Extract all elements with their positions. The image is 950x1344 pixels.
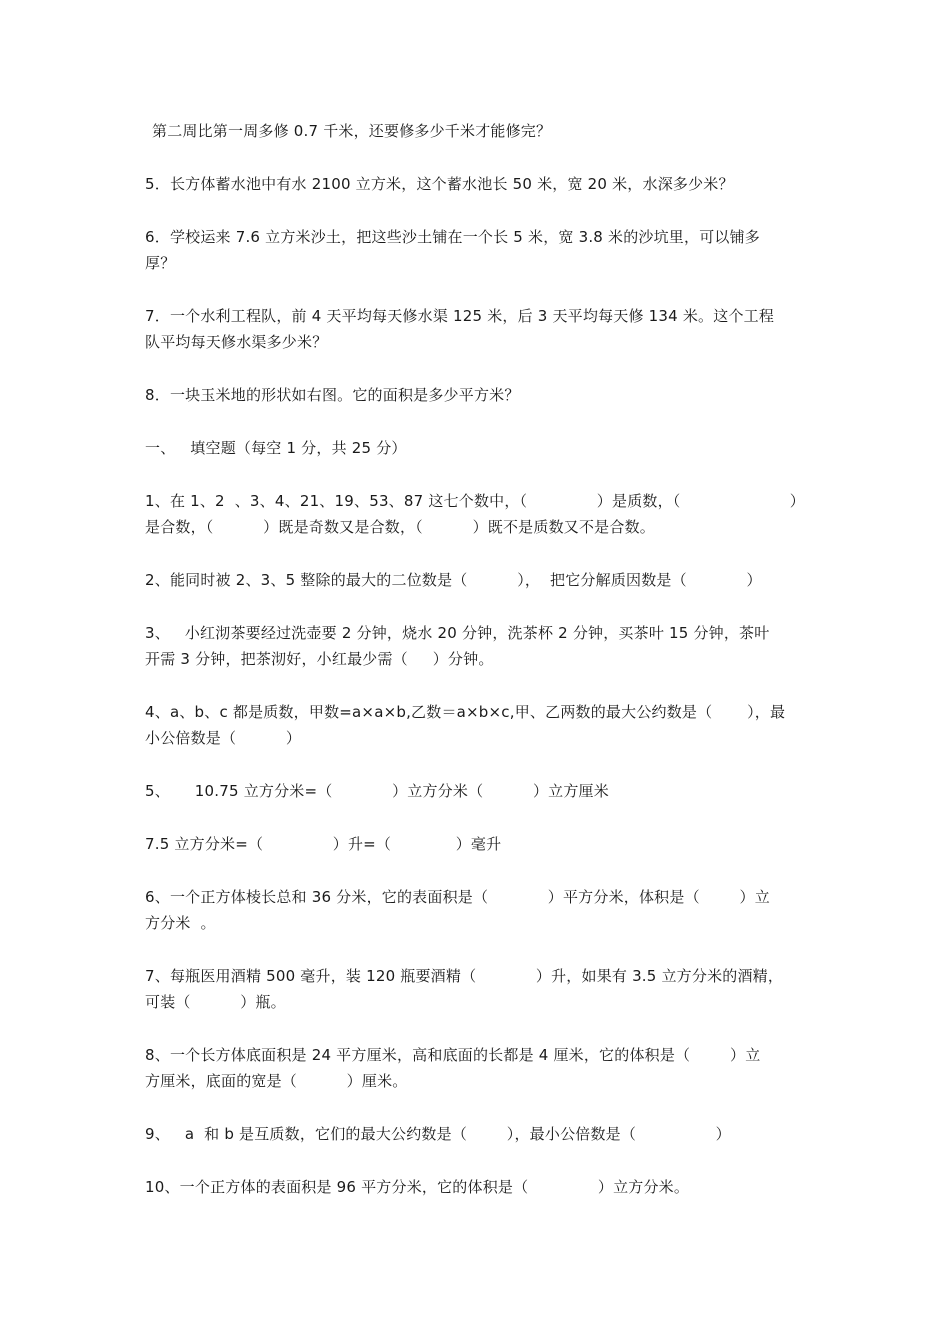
- fill-1-line-2: 是合数，（ ）既是奇数又是合数，（ ）既不是质数又不是合数。: [145, 518, 655, 536]
- fill-3-line-1: 3、 小红沏茶要经过洗壶要 2 分钟，烧水 20 分钟，洗茶杯 2 分钟，买茶叶 15 分钟，茶叶: [145, 624, 770, 642]
- section-heading-fill-blank: 一、 填空题（每空 1 分，共 25 分）: [145, 439, 407, 457]
- fill-9: 9、 a 和 b 是互质数，它们的最大公约数是（ ），最小公倍数是（ ）: [145, 1125, 731, 1143]
- fill-2: 2、能同时被 2、3、5 整除的最大的二位数是（ ）， 把它分解质因数是（ ）: [145, 571, 762, 589]
- problem-5: 5．长方体蓄水池中有水 2100 立方米，这个蓄水池长 50 米，宽 20 米，水深多少米？: [145, 175, 734, 193]
- fill-7-line-2: 可装（ ）瓶。: [145, 993, 286, 1011]
- fill-5-line-1: 5、 10.75 立方分米=（ ）立方分米（ ）立方厘米: [145, 782, 609, 800]
- fill-8-line-2: 方厘米，底面的宽是（ ）厘米。: [145, 1072, 408, 1090]
- fill-4-line-2: 小公倍数是（ ）: [145, 729, 302, 747]
- problem-7-line-2: 队平均每天修水渠多少米？: [145, 333, 328, 351]
- problem-7-line-1: 7．一个水利工程队，前 4 天平均每天修水渠 125 米，后 3 天平均每天修 134 米。这个工程: [145, 307, 775, 325]
- fill-4-line-1: 4、a、b、c 都是质数，甲数=a×a×b,乙数＝a×b×c,甲、乙两数的最大公约数是（ ），最: [145, 703, 786, 721]
- fill-10: 10、一个正方体的表面积是 96 平方分米，它的体积是（ ）立方分米。: [145, 1178, 690, 1196]
- problem-6-line-1: 6．学校运来 7.6 立方米沙土，把这些沙土铺在一个长 5 米，宽 3.8 米的沙坑里，可以铺多: [145, 228, 761, 246]
- fill-5-line-2: 7.5 立方分米=（ ）升=（ ）毫升: [145, 835, 502, 853]
- problem-6-line-2: 厚？: [145, 254, 176, 272]
- problem-8: 8．一块玉米地的形状如右图。它的面积是多少平方米？: [145, 386, 520, 404]
- problem-4-continuation: 第二周比第一周多修 0.7 千米，还要修多少千米才能修完？: [152, 122, 552, 140]
- fill-6-line-2: 方分米 。: [145, 914, 216, 932]
- fill-7-line-1: 7、每瓶医用酒精 500 毫升，装 120 瓶要酒精（ ）升，如果有 3.5 立方分米的酒精，: [145, 967, 784, 985]
- fill-6-line-1: 6、一个正方体棱长总和 36 分米，它的表面积是（ ）平方分米，体积是（ ）立: [145, 888, 770, 906]
- fill-8-line-1: 8、一个长方体底面积是 24 平方厘米，高和底面的长都是 4 厘米，它的体积是（ ）立: [145, 1046, 761, 1064]
- fill-3-line-2: 开需 3 分钟，把茶沏好，小红最少需（ ）分钟。: [145, 650, 494, 668]
- fill-1-line-1: 1、在 1、2 、3、4、21、19、53、87 这七个数中，（ ）是质数，（ ）: [145, 492, 805, 510]
